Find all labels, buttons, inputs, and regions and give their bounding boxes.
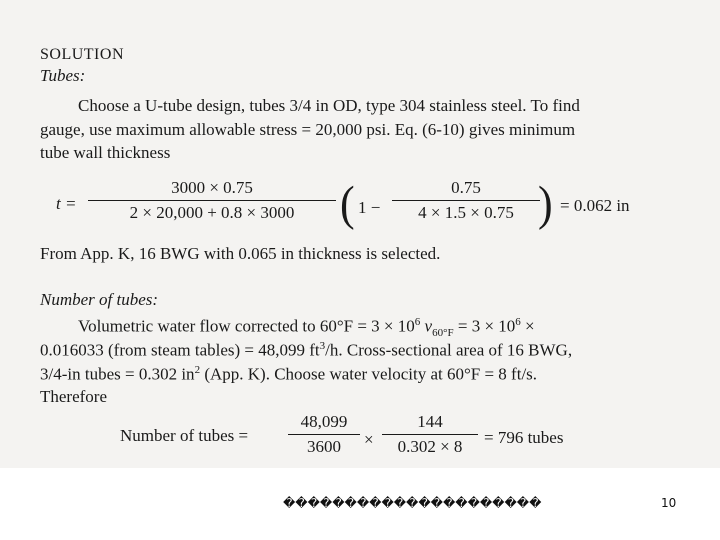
number-para-line-4: Therefore [40, 387, 108, 406]
eq2-fraction-2 [382, 412, 478, 457]
tubes-heading: Tubes: [40, 66, 86, 85]
footer-garbled-text: ��������������������� [283, 496, 542, 510]
eq1-frac1-denominator: 2 × 20,000 + 0.8 × 3000 [129, 203, 295, 222]
page-number: 10 [661, 496, 677, 510]
eq1-paren-close: ) [538, 176, 553, 231]
eq2-frac2-bar [382, 434, 478, 435]
eq1-frac1-numerator: 3000 × 0.75 [171, 178, 253, 197]
eq1-paren-open: ( [340, 176, 355, 231]
eq2-frac1-bar [288, 434, 360, 435]
tubes-para-line-1: Choose a U-tube design, tubes 3/4 in OD, type 304 stainless steel. To find [78, 96, 580, 115]
tubes-para-line-2: gauge, use maximum allowable stress = 20,000 psi. Eq. (6-10) gives minimum [40, 120, 576, 139]
number-para-line-1: Volumetric water flow corrected to $60^\circ F = 3 \times 10^6$ $v_{60^\circ F} = 3 \times 10^6$ × [78, 316, 535, 340]
eq2-times: × [364, 430, 374, 449]
eq2-fraction-1 [288, 412, 360, 457]
app-k-line: From App. K, 16 BWG with 0.065 in thickness is selected. [40, 244, 441, 263]
eq1-one-minus: 1 − [358, 198, 381, 217]
eq1-frac1-bar [88, 200, 336, 201]
eq2-frac2-denominator: 0.302 × 8 [397, 437, 463, 456]
tubes-para-line-3: tube wall thickness [40, 143, 171, 162]
eq1-fraction-1 [88, 178, 336, 223]
eq1-fraction-2 [392, 178, 540, 223]
eq1-frac2-denominator: 4 × 1.5 × 0.75 [418, 203, 514, 222]
solution-heading: SOLUTION [40, 46, 124, 63]
eq1-frac2-numerator: 0.75 [451, 178, 481, 197]
number-of-tubes-heading: Number of tubes: [40, 290, 159, 309]
eq2-frac1-denominator: 3600 [307, 437, 341, 456]
eq2-result: = 796 tubes [484, 428, 564, 447]
eq1-lhs: t = [56, 194, 77, 213]
number-para-line-2: 0.016033 (from steam tables) = 48,099 $ft^3/h$. Cross-sectional area of 16 BWG, [40, 340, 573, 360]
eq1-frac2-bar [392, 200, 540, 201]
eq2-frac2-numerator: 144 [417, 412, 443, 431]
eq2-frac1-numerator: 48,099 [300, 412, 348, 431]
eq1-result: = 0.062 in [560, 196, 630, 215]
number-para-line-3: 3/4-in tubes = 0.302 $in^2$ (App. K). Choose water velocity at 60°F = 8 ft/s. [40, 364, 538, 384]
eq2-label: Number of tubes = [120, 426, 249, 445]
